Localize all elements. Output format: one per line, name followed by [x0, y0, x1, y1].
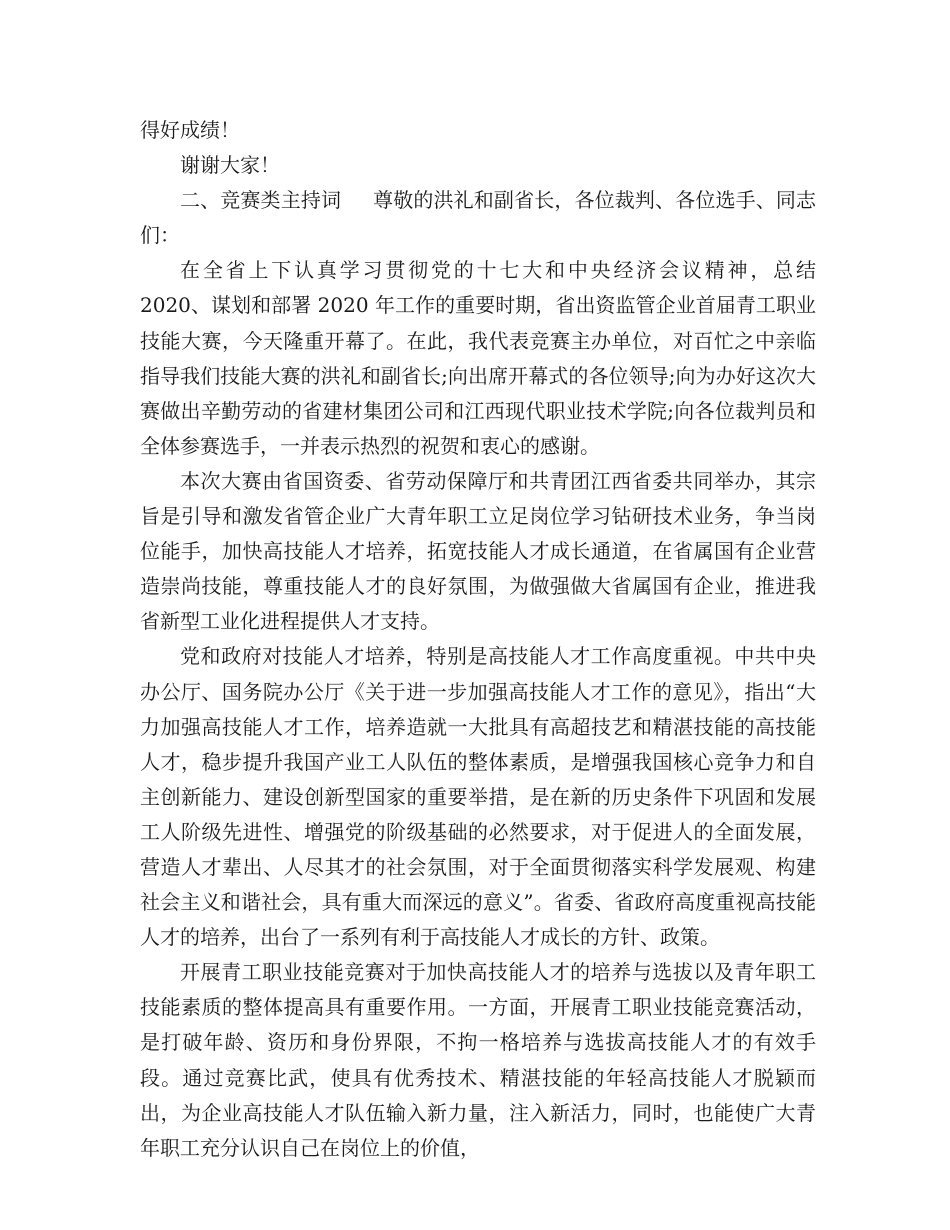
- section-heading: 二、竞赛类主持词: [180, 188, 342, 213]
- salutation: 尊敬的洪礼和副省长，各位裁判、各位选手、同志们：: [140, 188, 817, 248]
- paragraph-closing: 得好成绩！: [140, 118, 240, 142]
- paragraph-section-heading: [140, 183, 816, 253]
- document-body: [140, 113, 816, 1166]
- paragraph-thanks: 谢谢大家！: [180, 153, 280, 178]
- paragraph-purpose: 本次大赛由省国资委、省劳动保障厅和共青团江西省委共同举办，其宗旨是引导和激发省管企业广大青年职工立足岗位学习钻研技术业务，争当岗位能手，加快高技能人才培养，拓宽技能人才成长通道，在省属国有企业营造崇尚技能，尊重技能人才的良好氛围，为做强做大省属国有企业，推进我省新型工业化进程提供人才支持。: [140, 468, 816, 634]
- paragraph-significance: 开展青工职业技能竞赛对于加快高技能人才的培养与选拔以及青年职工技能素质的整体提高具有重要作用。一方面，开展青工职业技能竞赛活动，是打破年龄、资历和身份界限，不拘一格培养与选拔高技能人才的有效手段。通过竞赛比武，使具有优秀技术、精湛技能的年轻高技能人才脱颖而出，为企业高技能人才队伍输入新力量，注入新活力，同时，也能使广大青年职工充分认识自己在岗位上的价值，: [140, 960, 816, 1160]
- paragraph-policy: 党和政府对技能人才培养，特别是高技能人才工作高度重视。中共中央办公厅、国务院办公厅《关于进一步加强高技能人才工作的意见》，指出“大力加强高技能人才工作，培养造就一大批具有高超技艺和精湛技能的高技能人才，稳步提升我国产业工人队伍的整体素质，是增强我国核心竞争力和自主创新能力、建设创新型国家的重要举措，是在新的历史条件下巩固和发展工人阶级先进性、增强党的阶级基础的必然要求，对于促进人的全面发展，营造人才辈出、人尽其才的社会氛围，对于全面贯彻落实科学发展观、构建社会主义和谐社会，具有重大而深远的意义”。省委、省政府高度重视高技能人才的培养，出台了一系列有利于高技能人才成长的方针、政策。: [140, 644, 816, 950]
- paragraph-opening: 在全省上下认真学习贯彻党的十七大和中央经济会议精神，总结 2020、谋划和部署 2020 年工作的重要时期，省出资监管企业首届青工职业技能大赛，今天隆重开幕了。在此，我代表竞赛主办单位，对百忙之中亲临指导我们技能大赛的洪礼和副省长;向出席开幕式的各位领导;向为办好这次大赛做出辛勤劳动的省建材集团公司和江西现代职业技术学院;向各位裁判员和全体参赛选手，一并表示热烈的祝贺和衷心的感谢。: [140, 258, 816, 458]
